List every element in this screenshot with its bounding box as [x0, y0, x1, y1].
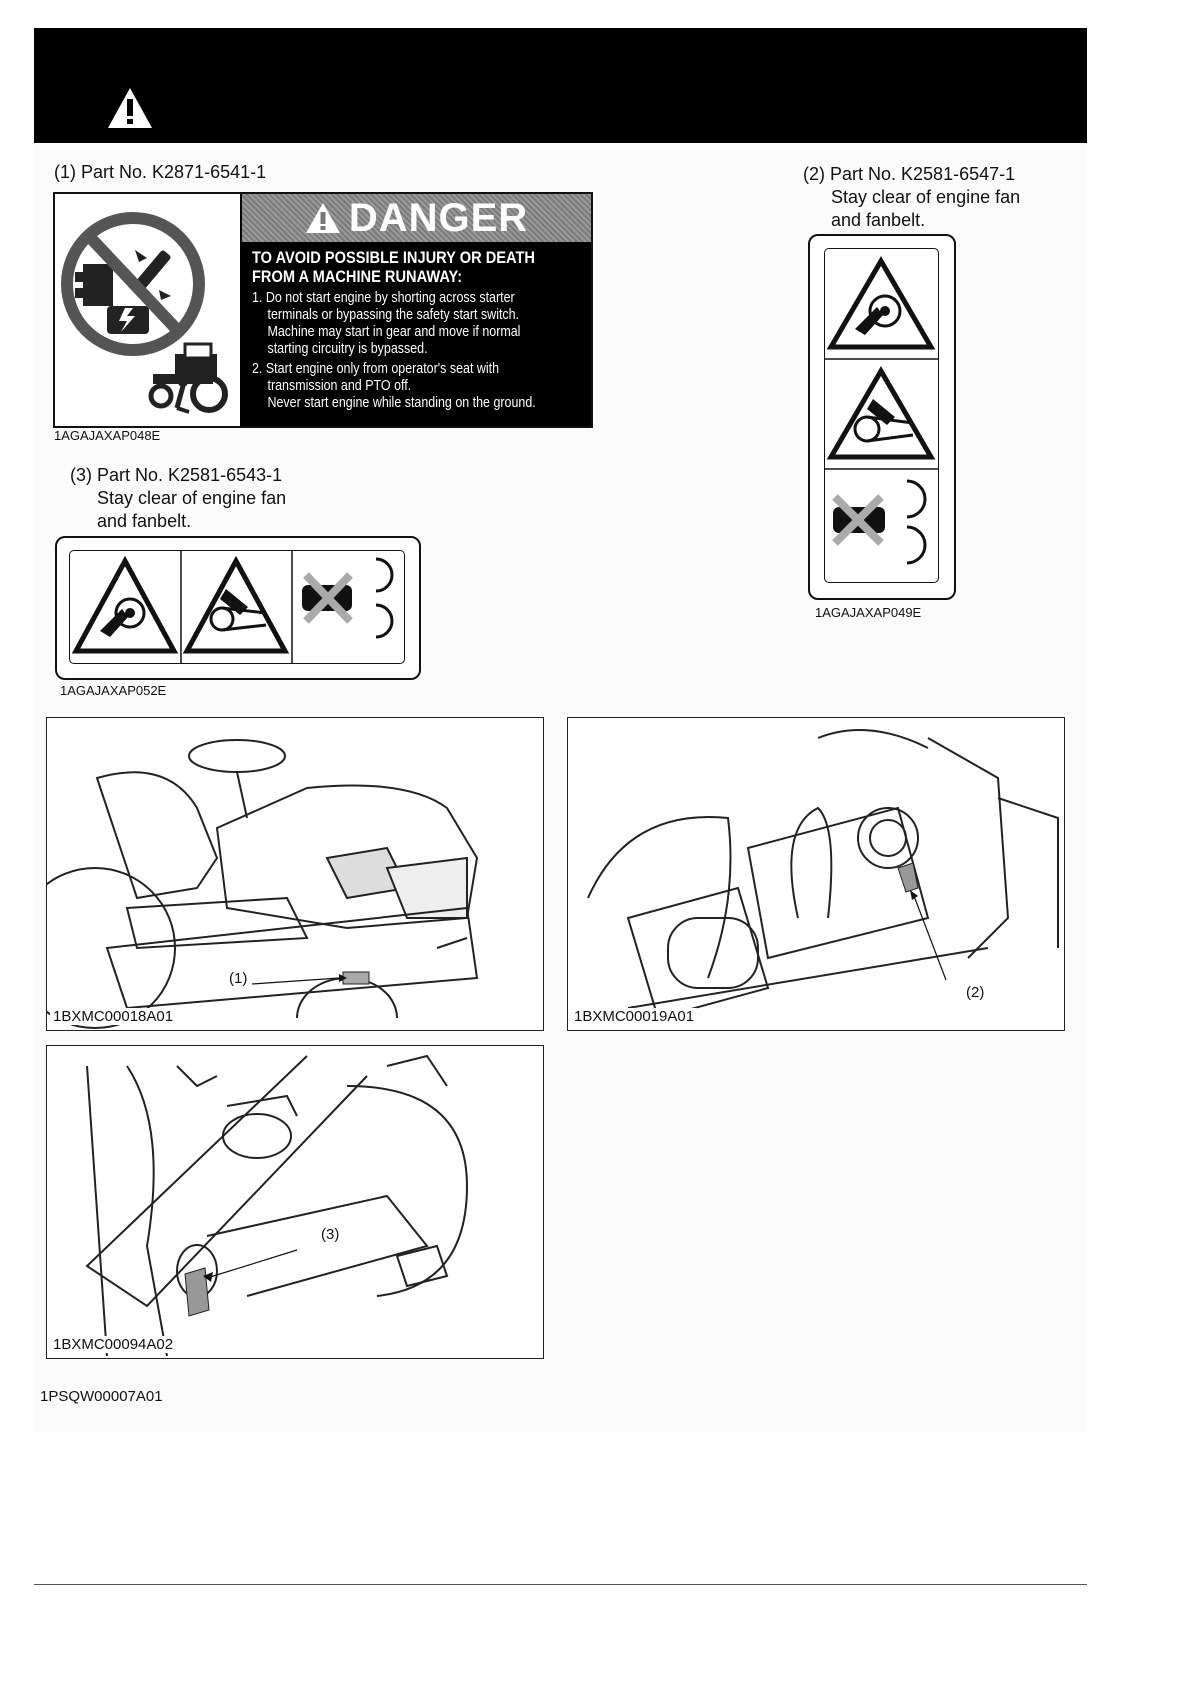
label3-decal	[55, 536, 421, 680]
header-bar	[34, 28, 1087, 143]
label2-part-no: (2) Part No. K2581-6547-1	[803, 164, 1016, 184]
tractor-side-illustration	[47, 718, 543, 1030]
danger-item-1-line-2: terminals or bypassing the safety start switch.	[267, 307, 520, 323]
fan-belt-warning-pictograms-horizontal	[70, 551, 404, 663]
fan-hazard-icon	[76, 561, 174, 651]
label1-part-no: (1) Part No. K2871-6541-1	[54, 162, 267, 182]
danger-item-1-line-1: 1. Do not start engine by shorting across starter	[252, 290, 515, 306]
figure3-code: 1BXMC00094A02	[50, 1336, 176, 1353]
figure-fan-shroud	[46, 1045, 544, 1359]
danger-heading-1: TO AVOID POSSIBLE INJURY OR DEATH	[252, 248, 535, 267]
label2-desc-line-2: and fanbelt.	[831, 210, 926, 230]
label3-desc-line-2: and fanbelt.	[97, 511, 192, 531]
label1-code: 1AGAJAXAP048E	[54, 428, 161, 443]
no-bypass-start-icon	[55, 194, 240, 422]
footer-rule	[34, 1584, 1087, 1585]
page-figure-code: 1PSQW00007A01	[40, 1388, 163, 1405]
fan-shroud-illustration	[47, 1046, 543, 1358]
danger-item-1-line-3: Machine may start in gear and move if normal	[267, 324, 521, 340]
figure1-code: 1BXMC00018A01	[50, 1008, 176, 1025]
belt-hazard-icon	[187, 561, 285, 651]
no-hand-near-belt-icon	[833, 481, 925, 563]
danger-item-2-line-3: Never start engine while standing on the ground.	[267, 395, 536, 411]
label3-code: 1AGAJAXAP052E	[60, 683, 167, 698]
figure2-callout: (2)	[966, 984, 985, 1001]
danger-item-2-line-2: transmission and PTO off.	[267, 378, 412, 394]
figure2-code: 1BXMC00019A01	[571, 1008, 697, 1025]
label3-part-no: (3) Part No. K2581-6543-1	[70, 465, 283, 485]
belt-hazard-icon	[831, 371, 931, 457]
no-hand-near-belt-icon	[302, 559, 392, 637]
danger-alert-icon	[305, 202, 341, 234]
label3-desc-line-1: Stay clear of engine fan	[97, 488, 287, 508]
figure-engine-bay	[567, 717, 1065, 1031]
label2-code: 1AGAJAXAP049E	[815, 605, 922, 620]
danger-item-2-line-1: 2. Start engine only from operator's seat with	[252, 361, 500, 377]
label2-decal	[808, 234, 956, 600]
danger-decal	[53, 192, 593, 428]
fan-hazard-icon	[831, 261, 931, 347]
danger-item-1-line-4: starting circuitry is bypassed.	[267, 341, 428, 357]
danger-heading-2: FROM A MACHINE RUNAWAY:	[252, 267, 463, 286]
figure-tractor-side	[46, 717, 544, 1031]
danger-word: DANGER	[348, 195, 529, 240]
figure1-callout: (1)	[229, 970, 248, 987]
engine-bay-illustration	[568, 718, 1064, 1030]
danger-pictogram	[55, 194, 240, 426]
danger-signal-header	[242, 194, 591, 242]
fan-belt-warning-pictograms	[825, 249, 938, 582]
label2-desc-line-1: Stay clear of engine fan	[831, 187, 1021, 207]
figure3-callout: (3)	[321, 1226, 340, 1243]
warning-triangle-icon	[106, 86, 154, 130]
